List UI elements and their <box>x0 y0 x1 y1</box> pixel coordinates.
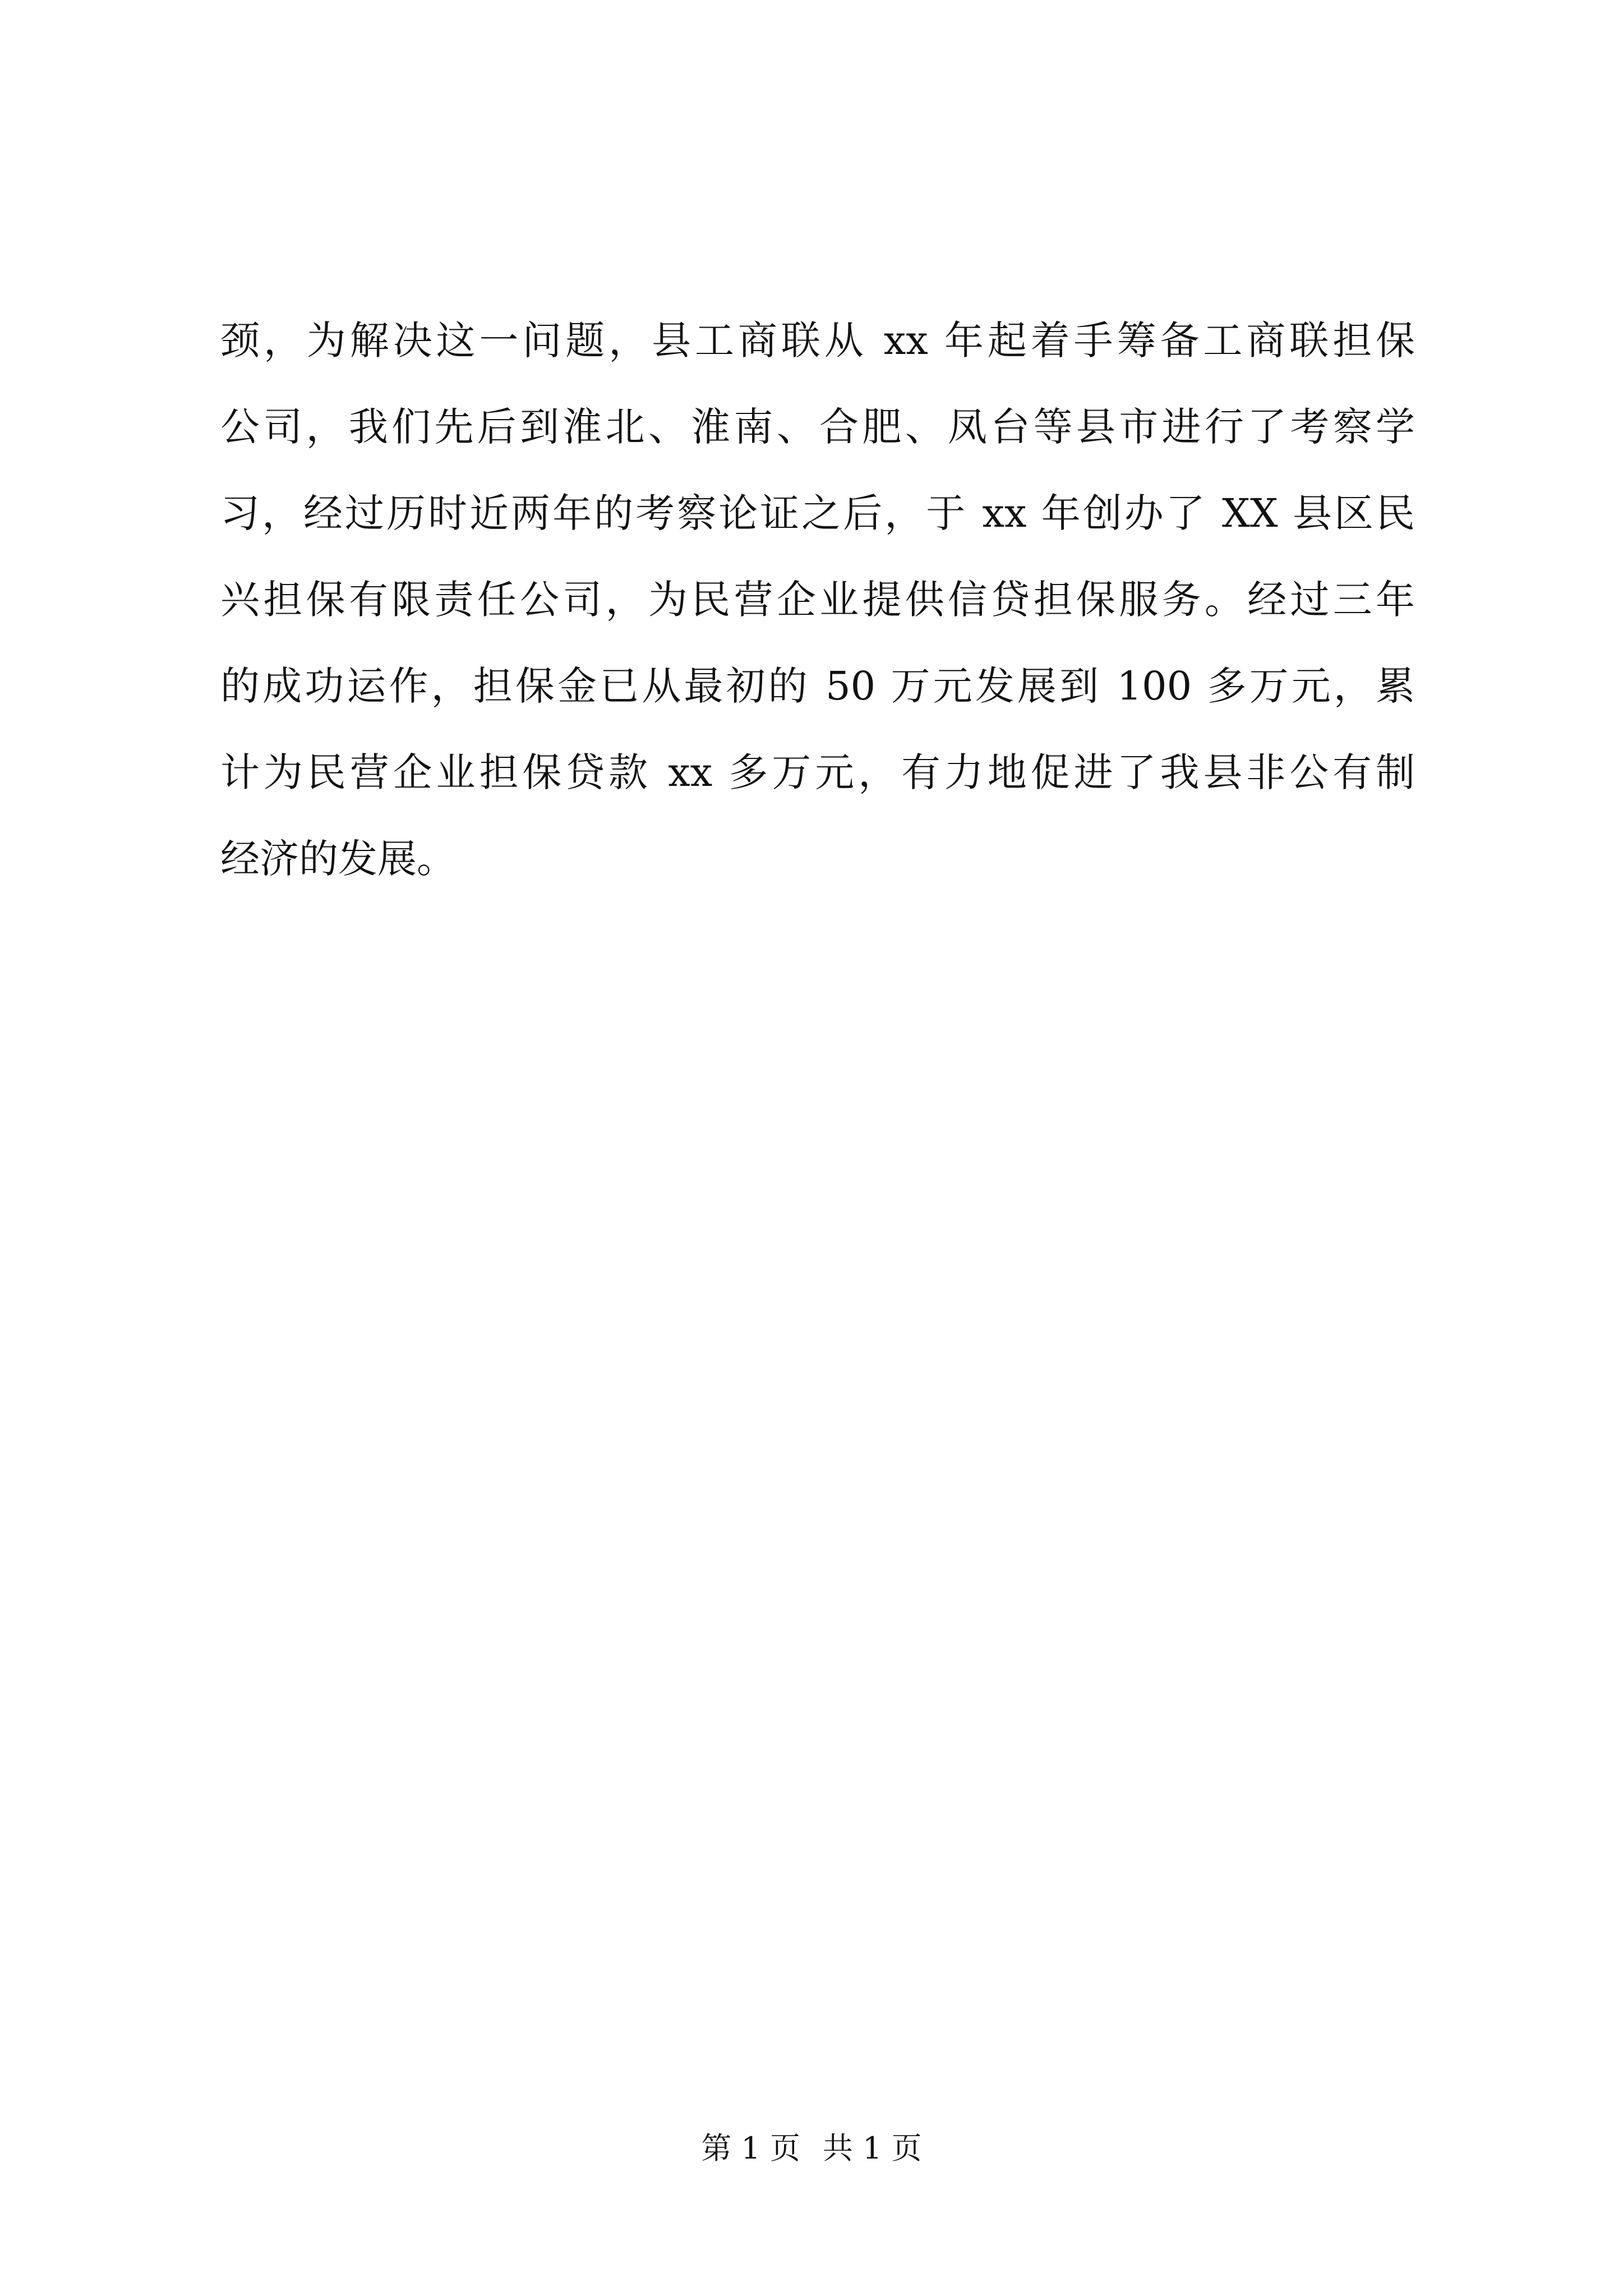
page-number: 第 1 页 <box>701 2131 800 2166</box>
body-paragraph <box>220 297 1415 902</box>
paragraph-line: 公司，我们先后到淮北、淮南、合肥、凤台等县市进行了考察学 <box>220 404 1415 450</box>
paragraph-line: 习，经过历时近两年的考察论证之后，于 xx 年创办了 XX 县区民 <box>220 490 1415 536</box>
page-footer <box>0 2129 1623 2168</box>
paragraph-line: 计为民营企业担保贷款 xx 多万元，有力地促进了我县非公有制 <box>220 749 1415 795</box>
paragraph-line: 颈，为解决这一问题，县工商联从 xx 年起着手筹备工商联担保 <box>220 318 1415 364</box>
page-total: 共 1 页 <box>823 2131 922 2166</box>
paragraph-line: 兴担保有限责任公司，为民营企业提供信贷担保服务。经过三年 <box>220 577 1415 623</box>
paragraph-line: 经济的发展。 <box>220 836 456 882</box>
paragraph-line: 的成功运作，担保金已从最初的 50 万元发展到 100 多万元，累 <box>220 663 1415 709</box>
